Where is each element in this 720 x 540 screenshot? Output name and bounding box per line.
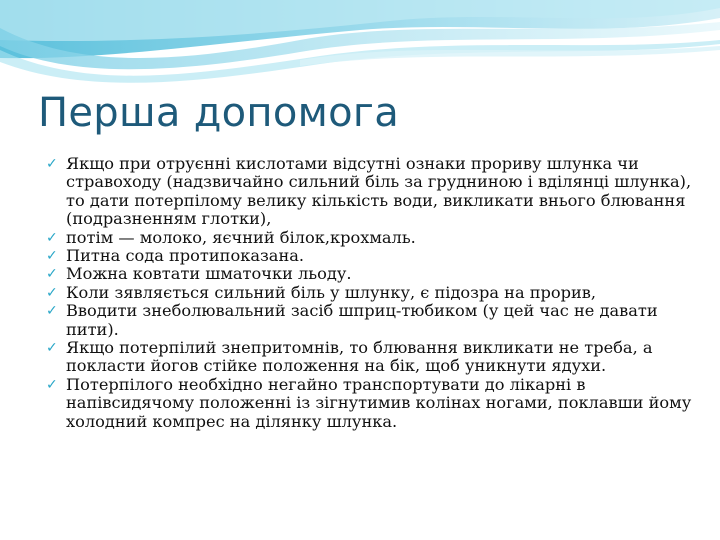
list-item xyxy=(46,229,696,247)
bullet-text: Потерпілого необхідно негайно транспортувати до лікарні в напівсидячому положенні із зігнутимив колінах ногами, поклавши йому холодний компрес на ділянку шлунка. xyxy=(66,374,692,431)
list-item xyxy=(46,247,696,265)
bullet-text: потім — молоко, яєчний білок,крохмаль. xyxy=(66,227,416,247)
list-item xyxy=(46,265,696,283)
list-item xyxy=(46,155,696,229)
list-item xyxy=(46,302,696,339)
bullet-text: Вводити знеболювальний засіб шприц-тюбиком (у цей час не давати пити). xyxy=(66,301,658,339)
checkmark-icon: ✓ xyxy=(46,284,58,301)
bullet-text: Якщо потерпілий знепритомнів, то блювання викликати не треба, а покласти йогов стійке положення на бік, щоб уникнути ядухи. xyxy=(66,338,653,376)
checkmark-icon: ✓ xyxy=(46,340,58,357)
list-item xyxy=(46,284,696,302)
checkmark-icon: ✓ xyxy=(46,248,58,265)
slide-title: Перша допомога xyxy=(38,90,400,136)
bullet-text: Якщо при отруєнні кислотами відсутні ознаки прориву шлунка чи стравоходу (надзвичайно сильний біль за грудниною і вділянці шлунка), то дати потерпілому велику кількість води, викликати внього блювання (подразненням глотки), xyxy=(66,154,692,229)
list-item xyxy=(46,339,696,376)
bullet-text: Коли зявляється сильний біль у шлунку, є підозра на прорив, xyxy=(66,282,597,302)
bullet-text: Питна сода протипоказана. xyxy=(66,246,305,266)
checkmark-icon: ✓ xyxy=(46,266,58,283)
checkmark-icon: ✓ xyxy=(46,376,58,393)
checkmark-icon: ✓ xyxy=(46,229,58,246)
bullet-text: Можна ковтати шматочки льоду. xyxy=(66,264,352,284)
bullet-list xyxy=(46,155,696,431)
list-item xyxy=(46,376,696,431)
checkmark-icon: ✓ xyxy=(46,156,58,172)
checkmark-icon: ✓ xyxy=(46,303,58,320)
